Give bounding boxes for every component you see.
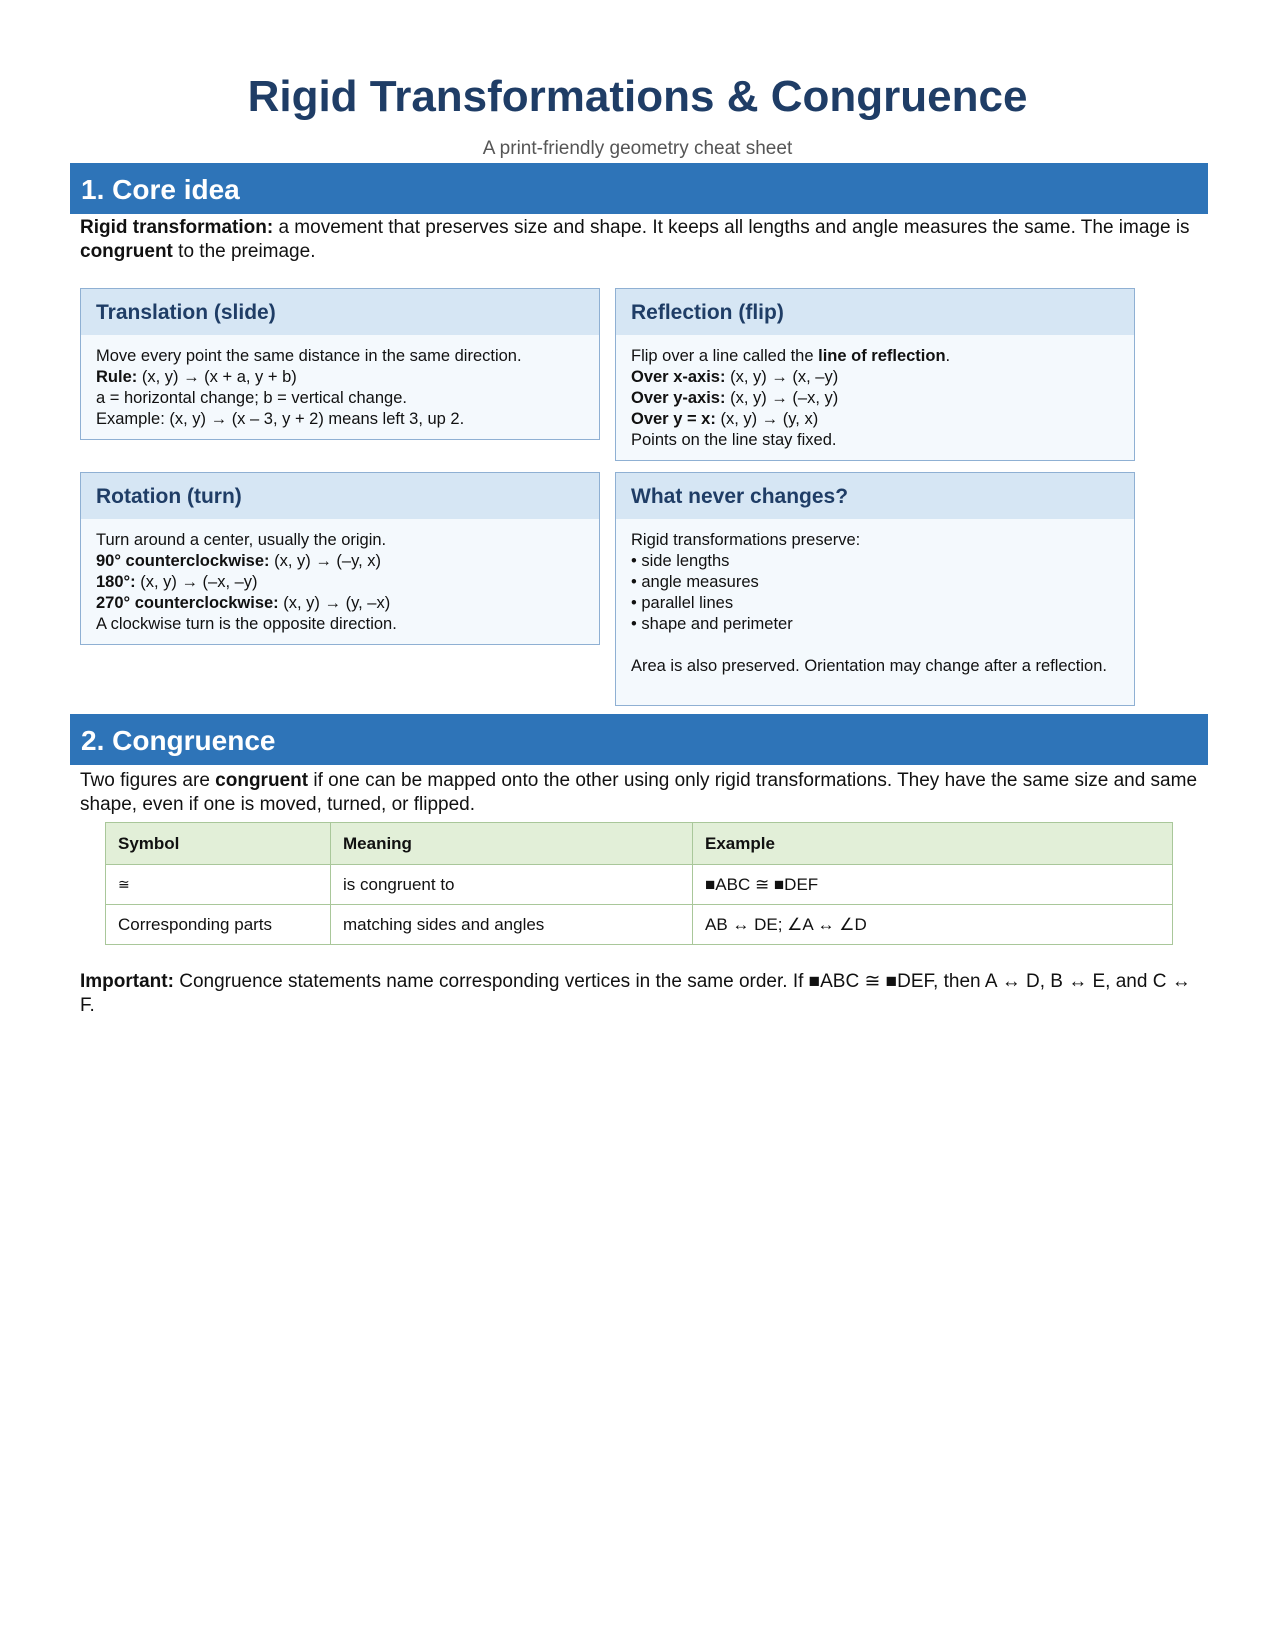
table-row <box>106 905 1173 945</box>
translation-variables: a = horizontal change; b = vertical change. <box>96 389 407 407</box>
important-text: Congruence statements name corresponding vertices in the same order. If ■ABC ≅ ■DEF, then A ↔ D, B ↔ E, and C ↔ F. <box>80 971 1191 1016</box>
preserve-note: Area is also preserved. Orientation may change after a reflection. <box>631 657 1107 675</box>
rotation-180-rule: (x, y) → (–x, –y) <box>135 573 258 591</box>
preserve-bullet: • shape and perimeter <box>631 615 793 633</box>
reflection-y-equals-x-rule: (x, y) → (y, x) <box>715 410 819 428</box>
rotation-card-title: Rotation (turn) <box>81 473 599 519</box>
preserve-intro: Rigid transformations preserve: <box>631 531 861 549</box>
reflection-card-title: Reflection (flip) <box>616 289 1134 335</box>
table-row <box>106 865 1173 905</box>
reflection-card-body <box>616 335 1134 459</box>
table-cell-meaning: matching sides and angles <box>331 905 693 945</box>
table-cell-symbol: ≅ <box>106 865 331 905</box>
rigid-transformation-term: Rigid transformation: <box>80 217 274 238</box>
rotation-90 <box>96 551 585 572</box>
congruence-table <box>105 822 1173 945</box>
table-cell-example: ■ABC ≅ ■DEF <box>693 865 1173 905</box>
never-changes-card-body <box>616 519 1134 685</box>
rotation-card <box>80 472 600 645</box>
column-header-meaning: Meaning <box>331 823 693 865</box>
reflection-x-axis <box>631 367 1120 388</box>
section-heading-congruence: 2. Congruence <box>70 714 1208 765</box>
congruence-text-start: Two figures are <box>80 770 216 791</box>
core-idea-text-end: to the preimage. <box>172 241 316 262</box>
translation-example: Example: (x, y) → (x – 3, y + 2) means left 3, up 2. <box>96 410 465 428</box>
reflection-description-end: . <box>945 347 951 365</box>
preserve-bullet: • parallel lines <box>631 594 734 612</box>
reflection-card <box>615 288 1135 461</box>
rotation-card-body <box>81 519 599 643</box>
reflection-x-axis-rule: (x, y) → (x, –y) <box>725 368 839 386</box>
reflection-description-text: Flip over a line called the <box>631 347 819 365</box>
congruence-text-end: if one can be mapped onto the other using only rigid transformations. They have the same size and same shape, even if one is moved, turned, or flipped. <box>80 770 1198 815</box>
preserve-bullet: • side lengths <box>631 552 730 570</box>
congruent-term: congruent <box>80 241 173 262</box>
reflection-fixed-points: Points on the line stay fixed. <box>631 431 837 449</box>
translation-card-title: Translation (slide) <box>81 289 599 335</box>
rotation-90-label: 90° counterclockwise: <box>96 552 270 570</box>
translation-description: Move every point the same distance in the same direction. <box>96 347 522 365</box>
translation-rule <box>96 367 585 388</box>
reflection-x-axis-label: Over x-axis: <box>631 368 726 386</box>
column-header-example: Example <box>693 823 1173 865</box>
core-idea-paragraph <box>80 216 1205 264</box>
table-cell-example: AB ↔ DE; ∠A ↔ ∠D <box>693 905 1173 945</box>
table-cell-meaning: is congruent to <box>331 865 693 905</box>
reflection-y-axis-rule: (x, y) → (–x, y) <box>725 389 839 407</box>
reflection-y-axis-label: Over y-axis: <box>631 389 726 407</box>
table-header-row <box>106 823 1173 865</box>
congruence-paragraph <box>80 769 1205 817</box>
never-changes-card-title: What never changes? <box>616 473 1134 519</box>
reflection-description <box>631 346 1120 367</box>
translation-card <box>80 288 600 440</box>
line-of-reflection-term: line of reflection <box>818 347 946 365</box>
rotation-180-label: 180°: <box>96 573 136 591</box>
rotation-clockwise-note: A clockwise turn is the opposite direction. <box>96 615 397 633</box>
table-cell-symbol: Corresponding parts <box>106 905 331 945</box>
blank-line <box>631 635 1120 656</box>
section-heading-core-idea: 1. Core idea <box>70 163 1208 214</box>
page-title: Rigid Transformations & Congruence <box>247 72 1028 121</box>
translation-rule-text: (x, y) → (x + a, y + b) <box>137 368 297 386</box>
preserve-bullet: • angle measures <box>631 573 759 591</box>
rotation-180 <box>96 572 585 593</box>
rotation-270 <box>96 593 585 614</box>
translation-card-body <box>81 335 599 438</box>
rotation-90-rule: (x, y) → (–y, x) <box>269 552 382 570</box>
translation-rule-label: Rule: <box>96 368 138 386</box>
rotation-description: Turn around a center, usually the origin. <box>96 531 387 549</box>
congruent-term: congruent <box>215 770 309 791</box>
reflection-y-equals-x <box>631 409 1120 430</box>
reflection-y-axis <box>631 388 1120 409</box>
page-subtitle: A print-friendly geometry cheat sheet <box>482 138 793 159</box>
important-note <box>80 970 1205 1018</box>
reflection-y-equals-x-label: Over y = x: <box>631 410 716 428</box>
column-header-symbol: Symbol <box>106 823 331 865</box>
never-changes-card <box>615 472 1135 706</box>
core-idea-text: a movement that preserves size and shape. It keeps all lengths and angle measures the same. The image is <box>273 217 1190 238</box>
rotation-270-label: 270° counterclockwise: <box>96 594 279 612</box>
rotation-270-rule: (x, y) → (y, –x) <box>278 594 391 612</box>
important-label: Important: <box>80 971 174 992</box>
